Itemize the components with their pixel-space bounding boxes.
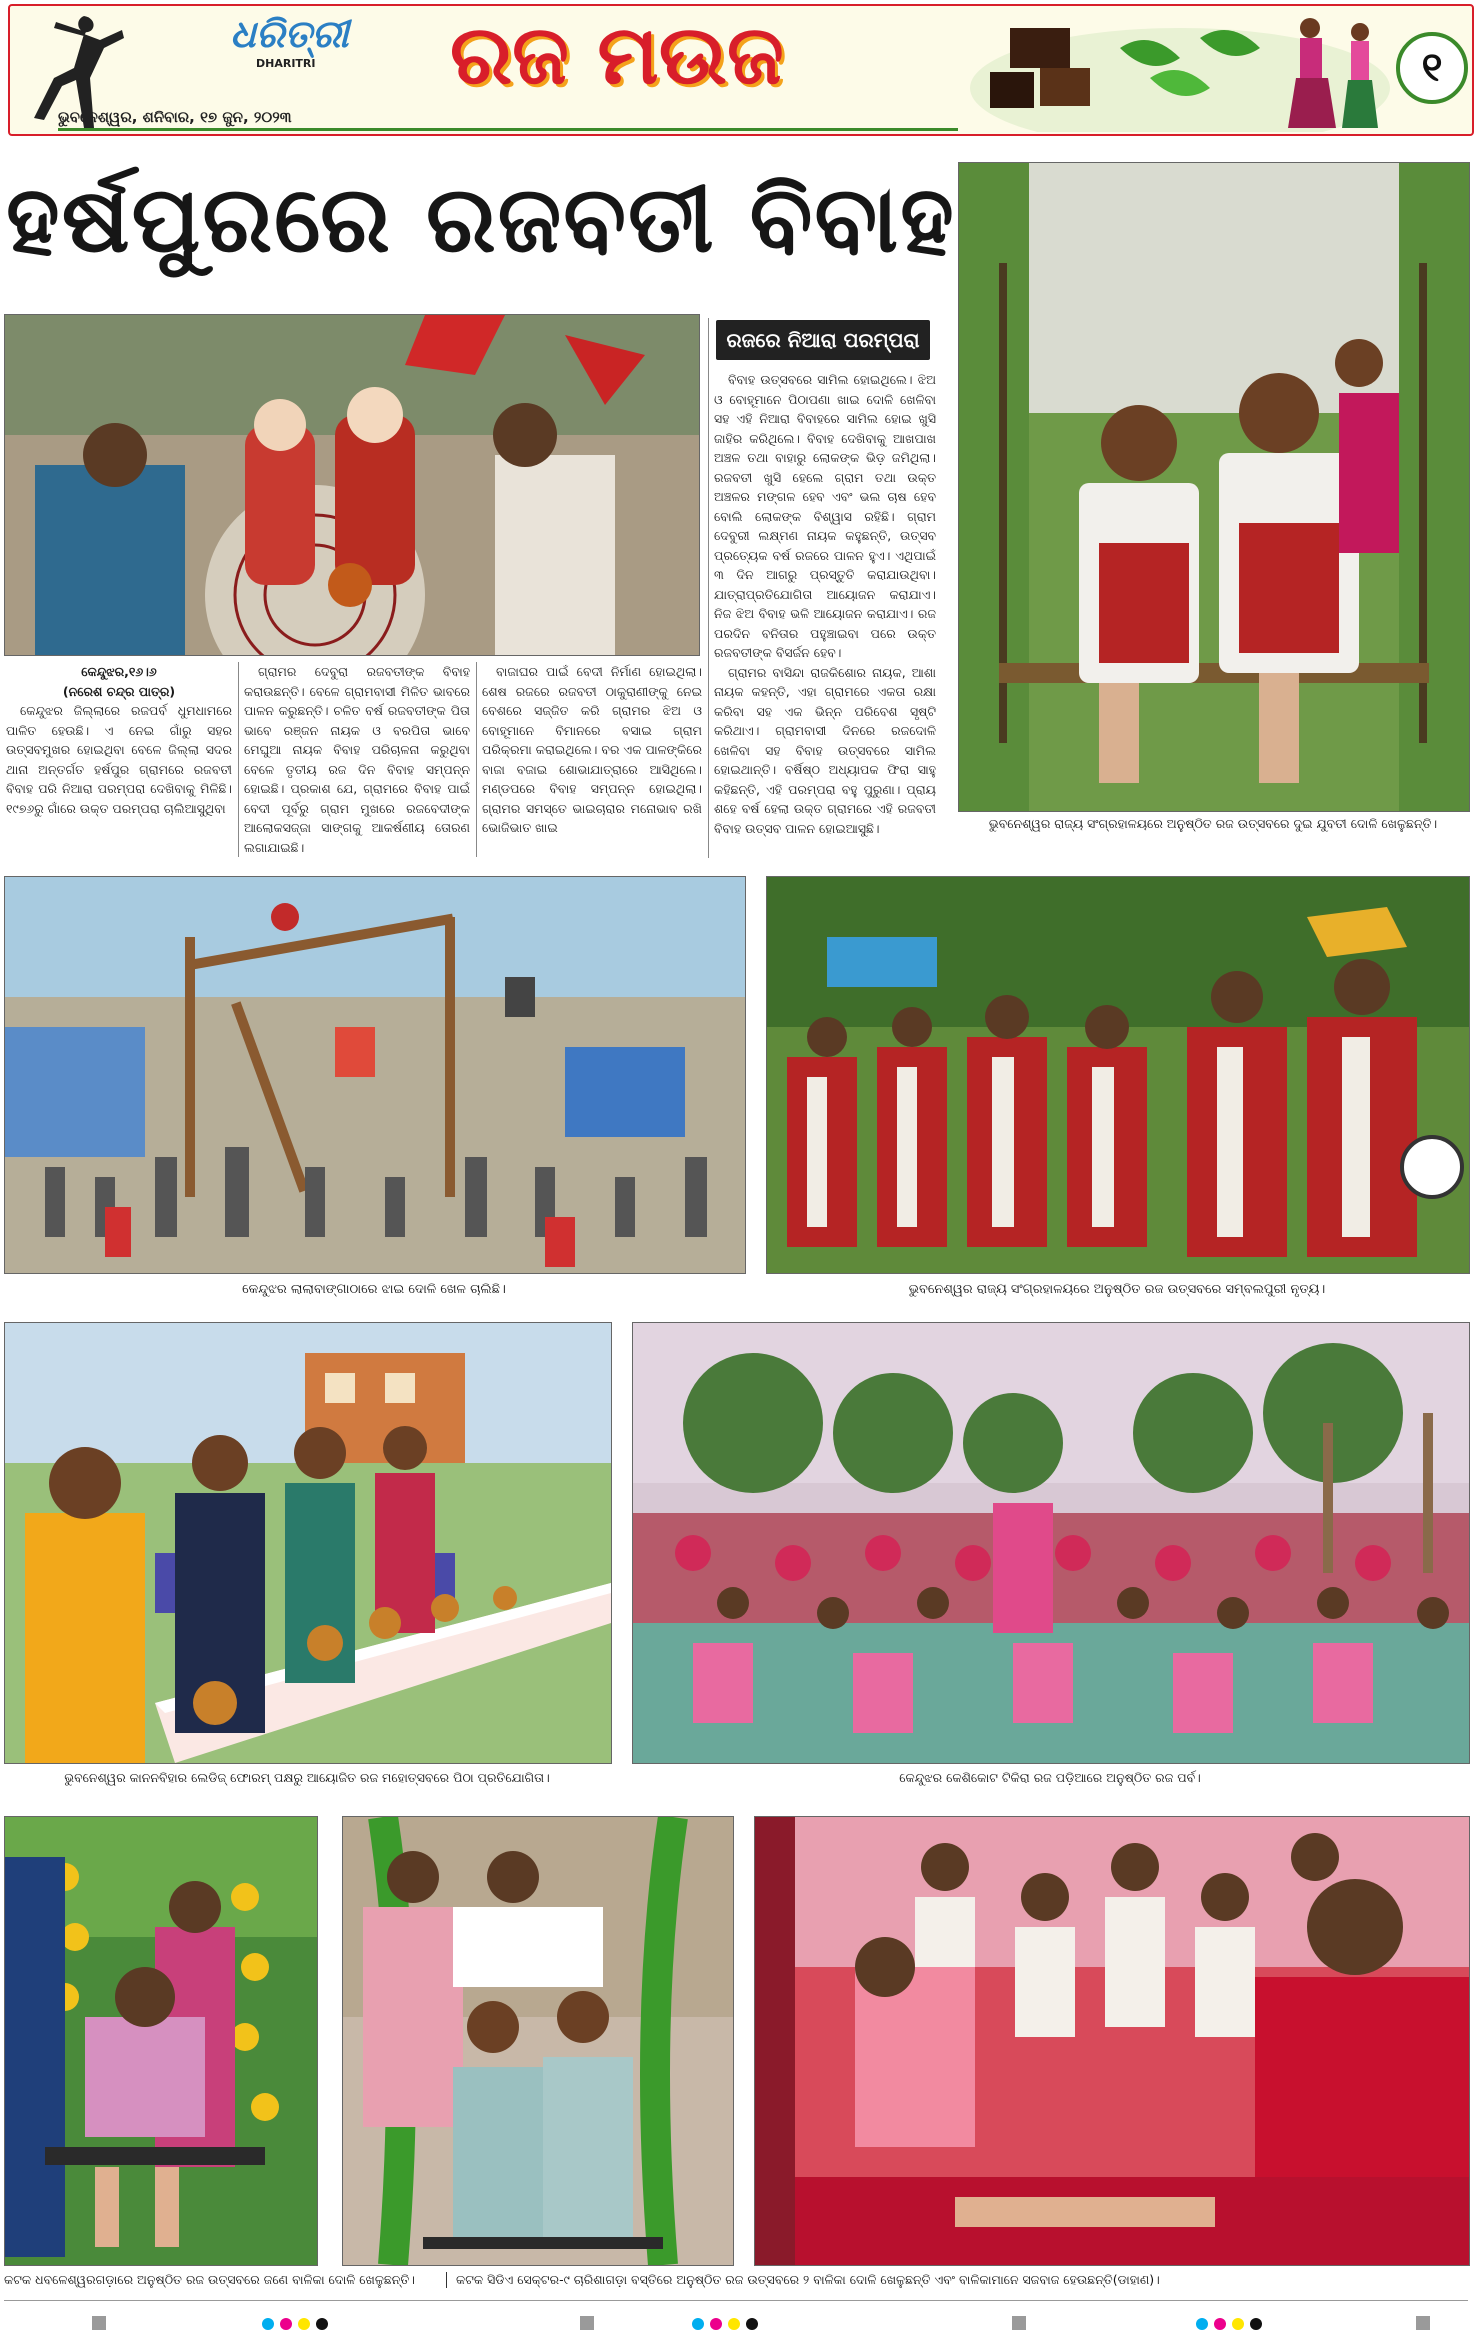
sidebar-text-1: ବିବାହ ଉତ୍ସବରେ ସାମିଲ ହୋଇଥିଲେ। ଝିଅ ଓ ବୋହୂମାନେ ପିଠାପଣା ଖାଇ ଦୋଳି ଖେଳିବା ସହ ଏହି ନିଆରା ବିବାହରେ ସାମିଲ ହୋଇ ଖୁସି ଜାହିର କରିଥିଲେ। ବିବାହ ଦେଖିବାକୁ ଆଖପାଖ ଅଞ୍ଚଳ ତଥା ବାହାରୁ ଲୋକଙ୍କ ଭିଡ଼ ଜମିଥିଲା। ରଜବତୀ ଖୁସି ହେଲେ ଗ୍ରାମ ତଥା ଉକ୍ତ ଅଞ୍ଚଳର ମଙ୍ଗଳ ହେବ ଏବଂ ଭଲ ଚାଷ ହେବ ବୋଲି ଲୋକଙ୍କ ବିଶ୍ୱାସ ରହିଛି। ଗ୍ରାମ ଦେବୁରୀ ଲକ୍ଷ୍ମଣ ନାୟକ କହୁଛନ୍ତି, ଉତ୍ସବ ପ୍ରତ୍ୟେକ ବର୍ଷ ରଜରେ ପାଳନ ହୁଏ। ଏଥିପାଇଁ ୩ ଦିନ ଆଗରୁ ପ୍ରସ୍ତୁତି କରାଯାଉଥିବା। ଯାତ୍ରାପ୍ରତିଯୋଗିତା ଆୟୋଜନ କରାଯାଏ। ନିଜ ଝିଅ ବିବାହ ଭଳି ଆୟୋଜନ କରାଯାଏ। ରଜ ପରଦିନ ବନିତାର ପହୁଞ୍ଚାଇବା ପରେ ଉକ୍ତ ରଜବତୀଙ୍କ ବିସର୍ଜନ ହେବ। (714, 372, 936, 660)
masthead (8, 4, 1474, 136)
magenta-dot (1214, 2318, 1226, 2330)
registration-bar (580, 2316, 594, 2330)
registration-bar (1416, 2316, 1430, 2330)
magenta-dot (710, 2318, 722, 2330)
lead-col-3 (482, 662, 702, 862)
brand-odia: ଧରିତ୍ରୀ (230, 12, 349, 56)
cyan-dot (692, 2318, 704, 2330)
sidebar-headline-box (716, 320, 930, 360)
col-divider (476, 662, 477, 857)
wooden-swing-photo (4, 876, 746, 1274)
yellow-dot (1232, 2318, 1244, 2330)
caption-divider (446, 2272, 447, 2288)
byline-author: (ନରେଶ ଚନ୍ଦ୍ର ପାତ୍ର) (62, 683, 176, 699)
lead-col-2-text: ଗ୍ରାମର ଦେବୁରା ରଜବତୀଙ୍କ ବିବାହ କରାଉଛନ୍ତି। ବେଳେ ଗ୍ରାମବାସୀ ମିଳିତ ଭାବରେ ପାଳନ କରୁଛନ୍ତି। ଚଳିତ ବର୍ଷ ରଜବତୀଙ୍କ ପିତା ଭାବେ ରଞ୍ଜନ ନାୟକ ଓ ବରପିତା ଭାବେ ମେଘୁଆ ନାୟକ ବିବାହ ପରିଚାଳନା କରୁଥିବା ବେଳେ ତୃତୀୟ ରଜ ଦିନ ବିବାହ ସମ୍ପନ୍ନ ହୋଇଛି। ପ୍ରକାଶ ଯେ, ଗ୍ରାମରେ ବିବାହ ପାଇଁ ବେଦୀ ପୂର୍ବରୁ ଗ୍ରାମ ମୁଖରେ ରଜବେଦୀଙ୍କ ଆଲୋକସଜ୍ଜା ସାଙ୍ଗକୁ ଆକର୍ଷଣୀୟ ତୋରଣ ଲଗାଯାଇଛି। (244, 664, 470, 855)
ritual-photo (4, 314, 700, 656)
registration-bar (92, 2316, 106, 2330)
pitha-contest-caption: ଭୁବନେଶ୍ୱର କାନନବିହାର ଲେଡିଜ୍ ଫୋରମ୍ ପକ୍ଷରୁ ଆୟୋଜିତ ରଜ ମହୋତ୍ସବରେ ପିଠା ପ୍ରତିଯୋଗିତା। (64, 1770, 550, 1785)
footer-rule (4, 2300, 1468, 2301)
lead-col-1 (6, 662, 232, 862)
pitha-contest-photo (4, 1322, 612, 1764)
sidebar-text-2: ଗ୍ରାମର ବାସିନ୍ଦା ରାଜକିଶୋର ନାୟକ, ଆଶା ନାୟକ କହନ୍ତି, ଏହା ଗ୍ରାମରେ ଏକତା ରକ୍ଷା କରିବା ସହ ଏକ ଭିନ୍ନ ପରିବେଶ ସୃଷ୍ଟି କରିଥାଏ। ଗ୍ରାମବାସୀ ଦିନରେ ରଜଦୋଳି ଖେଳିବା ସହ ବିବାହ ଉତ୍ସବରେ ସାମିଲ ହୋଇଥାନ୍ତି। ବର୍ଷିଷ୍ଠ ଅଧ୍ୟାପକ ଫିରା ସାହୁ କହିଛନ୍ତି, ଏହି ପରମ୍ପରା ବହୁ ପୁରୁଣା। ପ୍ରାୟ ଶହେ ବର୍ଷ ହେଲା ଉକ୍ତ ଗ୍ରାମରେ ଏହି ରଜବତୀ ବିବାହ ଉତ୍ସବ ପାଳନ ହୋଇଆସୁଛି। (714, 664, 936, 836)
yellow-dot (728, 2318, 740, 2330)
bottom-left-caption: କଟକ ଧବଳେଶ୍ୱରଗଡ଼ାରେ ଅନୁଷ୍ଠିତ ରଜ ଉତ୍ସବରେ ଜଣେ ବାଳିକା ଦୋଳି ଖେଳୁଛନ୍ତି। (4, 2272, 415, 2287)
dateline-rule (58, 128, 958, 131)
girl-swing-photo (4, 1816, 318, 2266)
sambalpuri-dance-caption: ଭୁବନେଶ୍ୱର ରାଜ୍ୟ ସଂଗ୍ରହାଳୟରେ ଅନୁଷ୍ଠିତ ରଜ ଉତ୍ସବରେ ସମ୍ବଲପୁରୀ ନୃତ୍ୟ। (908, 1282, 1326, 1297)
sidebar-col (714, 370, 936, 858)
girls-dressing-photo (754, 1816, 1470, 2266)
lead-col-1-text: କେନ୍ଦୁଝର ଜିଲ୍ଲାରେ ରଜପର୍ବ ଧୁମଧାମରେ ପାଳିତ ହେଉଛି। ଏ ନେଇ ଗାଁରୁ ସହର ଉତ୍ସବମୁଖର ହୋଇଥିବା ବେଳେ ଜିଲ୍ଲା ସଦର ଥାନା ଅନ୍ତର୍ଗତ ହର୍ଷପୁର ଗ୍ରାମରେ ରଜବତୀ ବିବାହ ପରି ନିଆରା ପରମ୍ପରା ଦେଖିବାକୁ ମିଳିଛି। ୧୯୭୬ରୁ ଗାଁରେ ଉକ୍ତ ପରମ୍ପରା ଚାଲିଆସୁଥିବା (6, 703, 232, 816)
brand-latin: DHARITRI (256, 57, 316, 70)
swing-girls-caption: ଭୁବନେଶ୍ୱର ରାଜ୍ୟ ସଂଗ୍ରହାଳୟରେ ଅନୁଷ୍ଠିତ ରଜ ଉତ୍ସବରେ ଦୁଇ ଯୁବତୀ ଦୋଳି ଖେଳୁଛନ୍ତି। (988, 816, 1438, 831)
supplement-title: ରଜ ମଉଜ (450, 8, 784, 103)
col-divider (238, 662, 239, 857)
sambalpuri-dance-photo (766, 876, 1470, 1274)
black-dot (1250, 2318, 1262, 2330)
byline-place: କେନ୍ଦୁଝର,୧୬।୬ (81, 664, 157, 679)
wooden-swing-caption: କେନ୍ଦୁଝର ଲାଲାବାଙ୍ଗାଠାରେ ଝାଇ ଦୋଳି ଖେଳ ଚାଲିଛି। (242, 1282, 506, 1297)
lead-col-2 (244, 662, 470, 862)
black-dot (316, 2318, 328, 2330)
brand-logo (230, 12, 370, 72)
magenta-dot (280, 2318, 292, 2330)
lead-col-3-text: ବାଜାଘର ପାଇଁ ବେଦୀ ନିର୍ମାଣ ହୋଇଥିଲା। ଶେଷ ରଜରେ ରଜବତୀ ଠାକୁରାଣୀଙ୍କୁ ନେଇ ବେଶରେ ସଜ୍ଜିତ କରି ଗ୍ରାମର ଝିଅ ଓ ବୋହୂମାନେ ବିମାନରେ ବସାଇ ଗ୍ରାମ ପରିକ୍ରମା କରାଇଥିଲେ। ବର ଏକ ପାଳଙ୍କିରେ ବାଜା ବଜାଇ ଶୋଭାଯାତ୍ରାରେ ଆସିଥିଲେ। ମଣ୍ଡପରେ ବିବାହ ସମ୍ପନ୍ନ ହୋଇଥିଲା। ଗ୍ରାମର ସମସ୍ତେ ଭାଇଚାରାର ମନୋଭାବ ରଖି ଭୋଜିଭାତ ଖାଇ (482, 664, 702, 835)
crowd-photo (632, 1322, 1470, 1764)
black-dot (746, 2318, 758, 2330)
bottom-right-caption: କଟକ ସିଡିଏ ସେକ୍ଟର-୯ ଚାରିଶାଗଡ଼ା ବସ୍ତିରେ ଅନୁଷ୍ଠିତ ରଜ ଉତ୍ସବରେ ୨ ବାଳିକା ଦୋଳି ଖେଳୁଛନ୍ତି ଏବଂ ବାଳିକାମାନେ ସଜବାଜ ହେଉଛନ୍ତି(ଡାହାଣ)। (456, 2272, 1160, 2287)
sidebar-headline: ରଜରେ ନିଆରା ପରମ୍ପରା (726, 328, 920, 352)
cyan-dot (1196, 2318, 1208, 2330)
dateline: ଭୁବନେଶ୍ୱର, ଶନିବାର, ୧୭ ଜୁନ, ୨୦୨୩ (58, 108, 292, 126)
swing-girls-photo (958, 162, 1470, 812)
registration-bar (1012, 2316, 1026, 2330)
cyan-dot (262, 2318, 274, 2330)
yellow-dot (298, 2318, 310, 2330)
festival-decoration-icon (970, 8, 1390, 132)
col-divider (708, 318, 709, 858)
page-number: ୧ (1421, 45, 1443, 91)
crowd-caption: କେନ୍ଦୁଝର କେଶିକୋଟ ଟିକିରା ରଜ ପଡ଼ିଆରେ ଅନୁଷ୍ଠିତ ରଜ ପର୍ବ। (899, 1770, 1201, 1785)
page-number-circle (1396, 32, 1468, 104)
two-girls-swing-photo (342, 1816, 734, 2266)
lead-headline: ହର୍ଷପୁରରେ ରଜବତୀ ବିବାହ (6, 166, 956, 273)
